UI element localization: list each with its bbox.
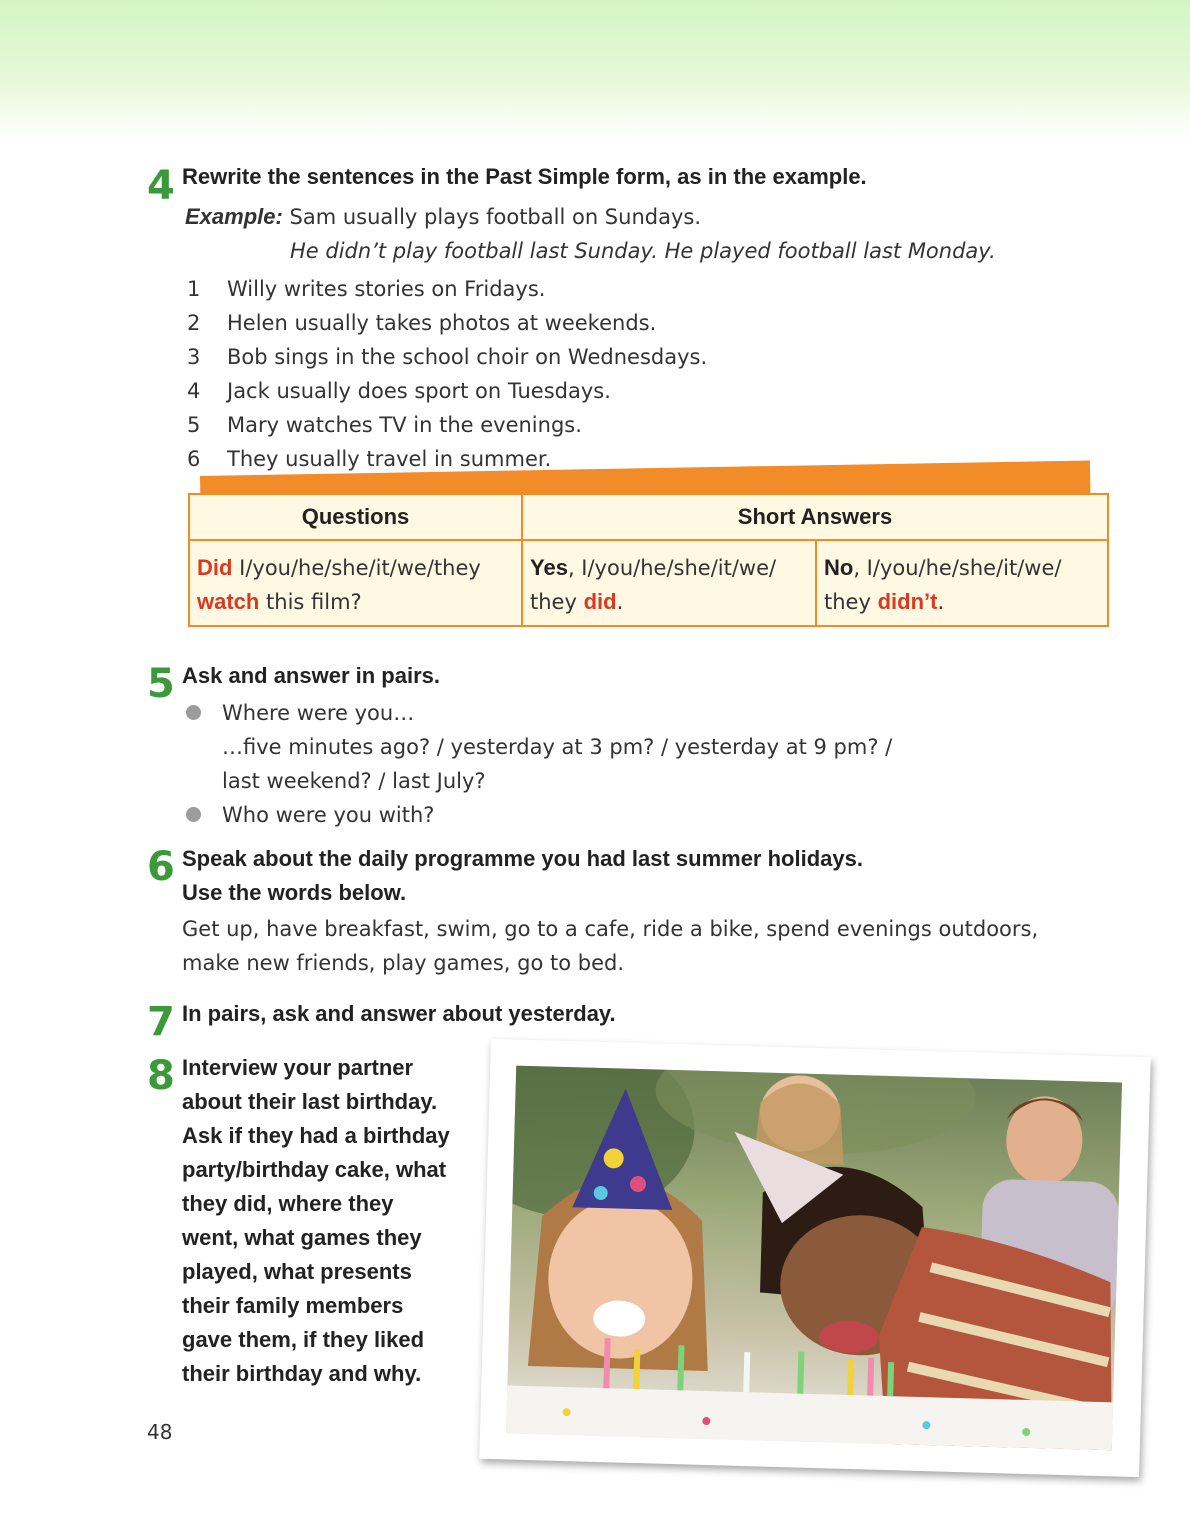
list-item: 4 Jack usually does sport on Tuesdays. — [187, 379, 611, 403]
exercise-8-number: 8 — [147, 1053, 175, 1099]
exercise-6-instruction-line-1: Speak about the daily programme you had last summer holidays. — [182, 846, 863, 871]
table-divider — [190, 539, 1107, 541]
list-item: 1 Willy writes stories on Fridays. — [187, 277, 546, 301]
list-item: 3 Bob sings in the school choir on Wednesdays. — [187, 345, 708, 369]
exercise-6-words-line-1: Get up, have breakfast, swim, go to a cafe, ride a bike, spend evenings outdoors, — [182, 917, 1039, 941]
exercise-4-instruction: Rewrite the sentences in the Past Simple form, as in the example. — [182, 164, 867, 189]
question-cell: Did I/you/he/she/it/we/they watch this film? — [197, 555, 481, 614]
exercise-8-instruction: Interview your partner about their last birthday. Ask if they had a birthday party/birthday cake, what they did, where they went, what games they played, what presents their family members gave them, if they liked their birthday and why. — [182, 1055, 450, 1386]
exercise-5-number: 5 — [147, 661, 175, 707]
example-line — [185, 200, 701, 234]
header-short-answers: Short Answers — [737, 504, 893, 529]
table-divider — [815, 539, 817, 625]
example-answer: He didn’t play football last Sunday. He played football last Monday. — [290, 239, 996, 263]
yes-answer-cell: Yes, I/you/he/she/it/we/ they did. — [530, 555, 777, 614]
bullet-icon — [186, 807, 201, 822]
page-number: 48 — [147, 1420, 173, 1444]
exercise-5-instruction: Ask and answer in pairs. — [182, 663, 440, 688]
exercise-6-instruction-line-2: Use the words below. — [182, 880, 407, 905]
grammar-table — [188, 493, 1109, 627]
no-answer-cell: No, I/you/he/she/it/we/ they didn’t. — [824, 555, 1062, 614]
birthday-photo-frame — [479, 1039, 1150, 1477]
example-label: Example: — [185, 204, 283, 229]
list-item: 6 They usually travel in summer. — [187, 447, 552, 471]
birthday-photo — [506, 1066, 1122, 1451]
exercise-5-bullet-1-line-2: …five minutes ago? / yesterday at 3 pm? / yesterday at 9 pm? / — [222, 735, 893, 759]
exercise-5-bullet-1-line-3: last weekend? / last July? — [222, 769, 486, 793]
exercise-6-number: 6 — [147, 844, 175, 890]
example-sentence: Sam usually plays football on Sundays. — [282, 205, 702, 229]
exercise-6-words-line-2: make new friends, play games, go to bed. — [182, 951, 624, 975]
bullet-icon — [186, 705, 201, 720]
list-item: 2 Helen usually takes photos at weekends. — [187, 311, 657, 335]
exercise-4-list — [187, 272, 707, 476]
exercise-5-bullet-2: Who were you with? — [222, 803, 435, 827]
exercise-4-number: 4 — [147, 163, 175, 209]
birthday-photo-illustration — [506, 1066, 1122, 1451]
header-questions: Questions — [301, 504, 410, 529]
list-item: 5 Mary watches TV in the evenings. — [187, 413, 582, 437]
exercise-5-bullet-1: Where were you… — [222, 701, 415, 725]
exercise-7-number: 7 — [147, 999, 175, 1045]
exercise-7-instruction: In pairs, ask and answer about yesterday. — [182, 1001, 616, 1026]
top-green-band — [0, 0, 1190, 140]
